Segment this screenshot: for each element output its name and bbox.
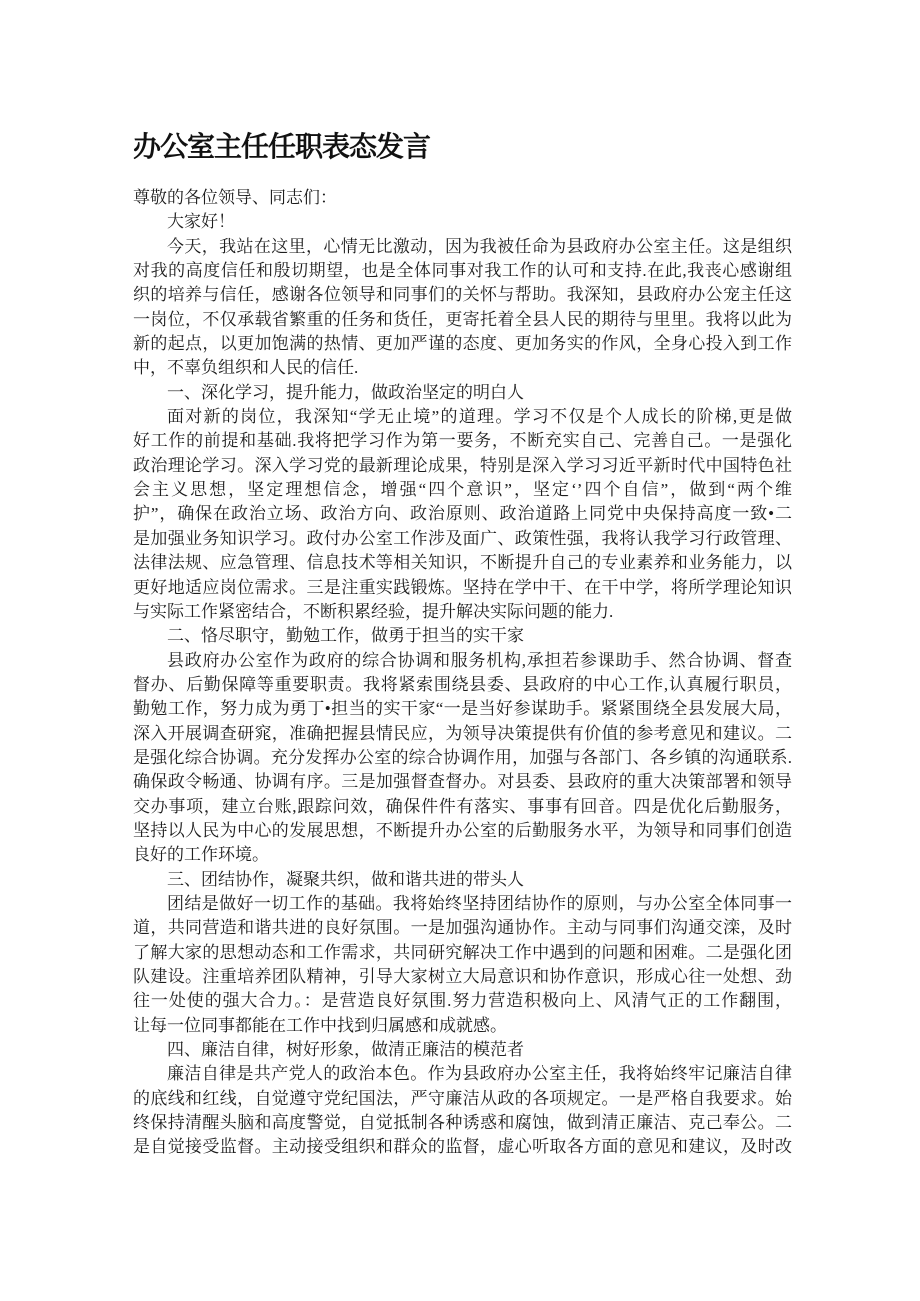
body-line: 县政府办公室作为政府的综合协调和服务机构,承担若参课助手、然合协调、督查 (167, 650, 792, 670)
body-line: 护”，确保在政治立场、政治方向、政治原则、政治道路上同党中央保持高度一致•二 (133, 504, 792, 524)
section-heading-1: 一、深化学习，提升能力，做政治坚定的明白人 (167, 382, 524, 402)
body-line: 是加强业务知识学习。政付办公室工作涉及面广、政策性强，我将认我学习行政管理、 (133, 528, 792, 548)
body-line: 政治理论学习。深入学习党的最新理论成果，特别是深入学习习近平新时代中国特色社 (133, 455, 792, 475)
body-line: 是自觉接受监督。主动接受组织和群众的监督，虚心听取各方面的意见和建议，及时改 (133, 1137, 792, 1157)
body-line: 的底线和红线，自觉遵守党纪国法，严守廉洁从政的各项规定。一是严格自我要求。始 (133, 1088, 792, 1108)
body-line: 新的起点，以更加饱满的热情、更加严谨的态度、更加务实的作风，全身心投入到工作 (133, 334, 792, 354)
section-heading-2: 二、恪尽职守，勤勉工作，做勇于担当的实干家 (167, 626, 524, 646)
body-line: 法律法规、应急管理、信息技术等相关知识，不断提升自己的专业素养和业务能力，以 (133, 553, 792, 573)
body-line: 与实际工作紧密结合，不断积累经验，提升解决实际问题的能力. (133, 601, 614, 621)
body-line: 面对新的岗位，我深知“学无止境”的道理。学习不仅是个人成长的阶梯,更是做 (167, 407, 792, 427)
salutation-line: 尊敬的各位领导、同志们： (133, 188, 337, 207)
body-line: 往一处使的强大合力。：是营造良好氛围.努力营造积极向上、风清气正的工作翻围， (133, 991, 792, 1011)
body-line: 今天，我站在这里，心情无比激动，因为我被任命为县政府办公室主任。这是组织 (167, 236, 792, 256)
body-line: 了解大家的思想动态和工作需求，共同研究解决工作中遇到的问题和困难。二是强化团 (133, 942, 792, 962)
greeting-line: 大家好！ (167, 212, 235, 232)
body-line: 深入开展调查研窕，准确把握县情民应，为领导决策提供有价值的参考意见和建议。二 (133, 723, 792, 743)
body-line: 督办、后勤保障等重要职责。我将紧索围绕县委、县政府的中心工作,认真履行职员， (133, 674, 792, 694)
body-line: 坚持以人民为中心的发展思想，不断提升办公室的后勤服务水平，为领导和同事们创造 (133, 820, 792, 840)
body-line: 好工作的前提和基础.我将把学习作为第一要务，不断充实自己、完善自己。一是强化 (133, 431, 792, 451)
body-line: 终保持清醒头脑和高度警觉，自觉抵制各种诱惑和腐蚀，做到清正廉洁、克己奉公。二 (133, 1113, 792, 1133)
document-content (133, 131, 792, 1160)
body-line: 道，共同营造和谐共进的良好氛围。一是加强沟通协作。主动与同事们沟通交滦，及时 (133, 918, 792, 938)
body-line: 对我的高度信任和殷切期望，也是全体同事对我工作的认可和支持.在此,我丧心感谢组 (133, 261, 792, 281)
body-line: 更好地适应岗位需求。三是注重实践锻炼。坚持在学中干、在干中学，将所学理论知识 (133, 577, 792, 597)
document-title: 办公室主任任职表态发言 (133, 131, 431, 162)
body-line: 会主义思想，坚定理想信念，增强“四个意识”，坚定‘’四个自信”，做到“两个维 (133, 480, 792, 500)
body-line: 队建设。注重培养团队精神，引导大家树立大局意识和协作意识，形成心往一处想、劲 (133, 967, 792, 986)
section-heading-3: 三、团结协作，凝聚共织，做和谐共进的带头人 (167, 869, 524, 889)
section-heading-4: 四、廉洁自律，树好形象，做清正廉洁的模范者 (167, 1040, 524, 1060)
body-line: 交办事项，建立台账,跟踪问效，确保件件有落实、事事有回音。四是优化后勤服务， (133, 796, 792, 816)
body-line: 让每一位同事都能在工作中找到归属感和成就感。 (133, 1015, 507, 1035)
body-line: 一岗位，不仅承载省繁重的任务和货任，更寄托着全县人民的期待与里里。我将以此为 (133, 309, 792, 329)
body-line: 中，不辜负组织和人民的信任. (133, 358, 359, 378)
body-line: 是强化综合协调。充分发挥办公室的综合协调作用，加强与各部门、各乡镇的沟通联系. (133, 747, 792, 767)
body-line: 织的培养与信任，感谢各位领导和同事们的关怀与帮助。我深知，县政府办公宠主任这 (133, 285, 792, 305)
body-line: 良好的工作环境。 (133, 845, 269, 865)
body-line: 确保政令畅通、协调有序。三是加强督查督办。对县委、县政府的重大决策部署和领导 (133, 772, 792, 792)
body-line: 勤勉工作，努力成为勇丁•担当的实干家“一是当好参谋助手。紧紧围绕全县发展大局， (133, 699, 792, 719)
body-line: 廉洁自律是共产党人的政治本色。作为县政府办公室主任，我将始终牢记廉洁自律 (167, 1064, 792, 1084)
body-line: 团结是做好一切工作的基础。我将始终坚持团结协作的原则，与办公室全体同事一 (167, 893, 792, 913)
